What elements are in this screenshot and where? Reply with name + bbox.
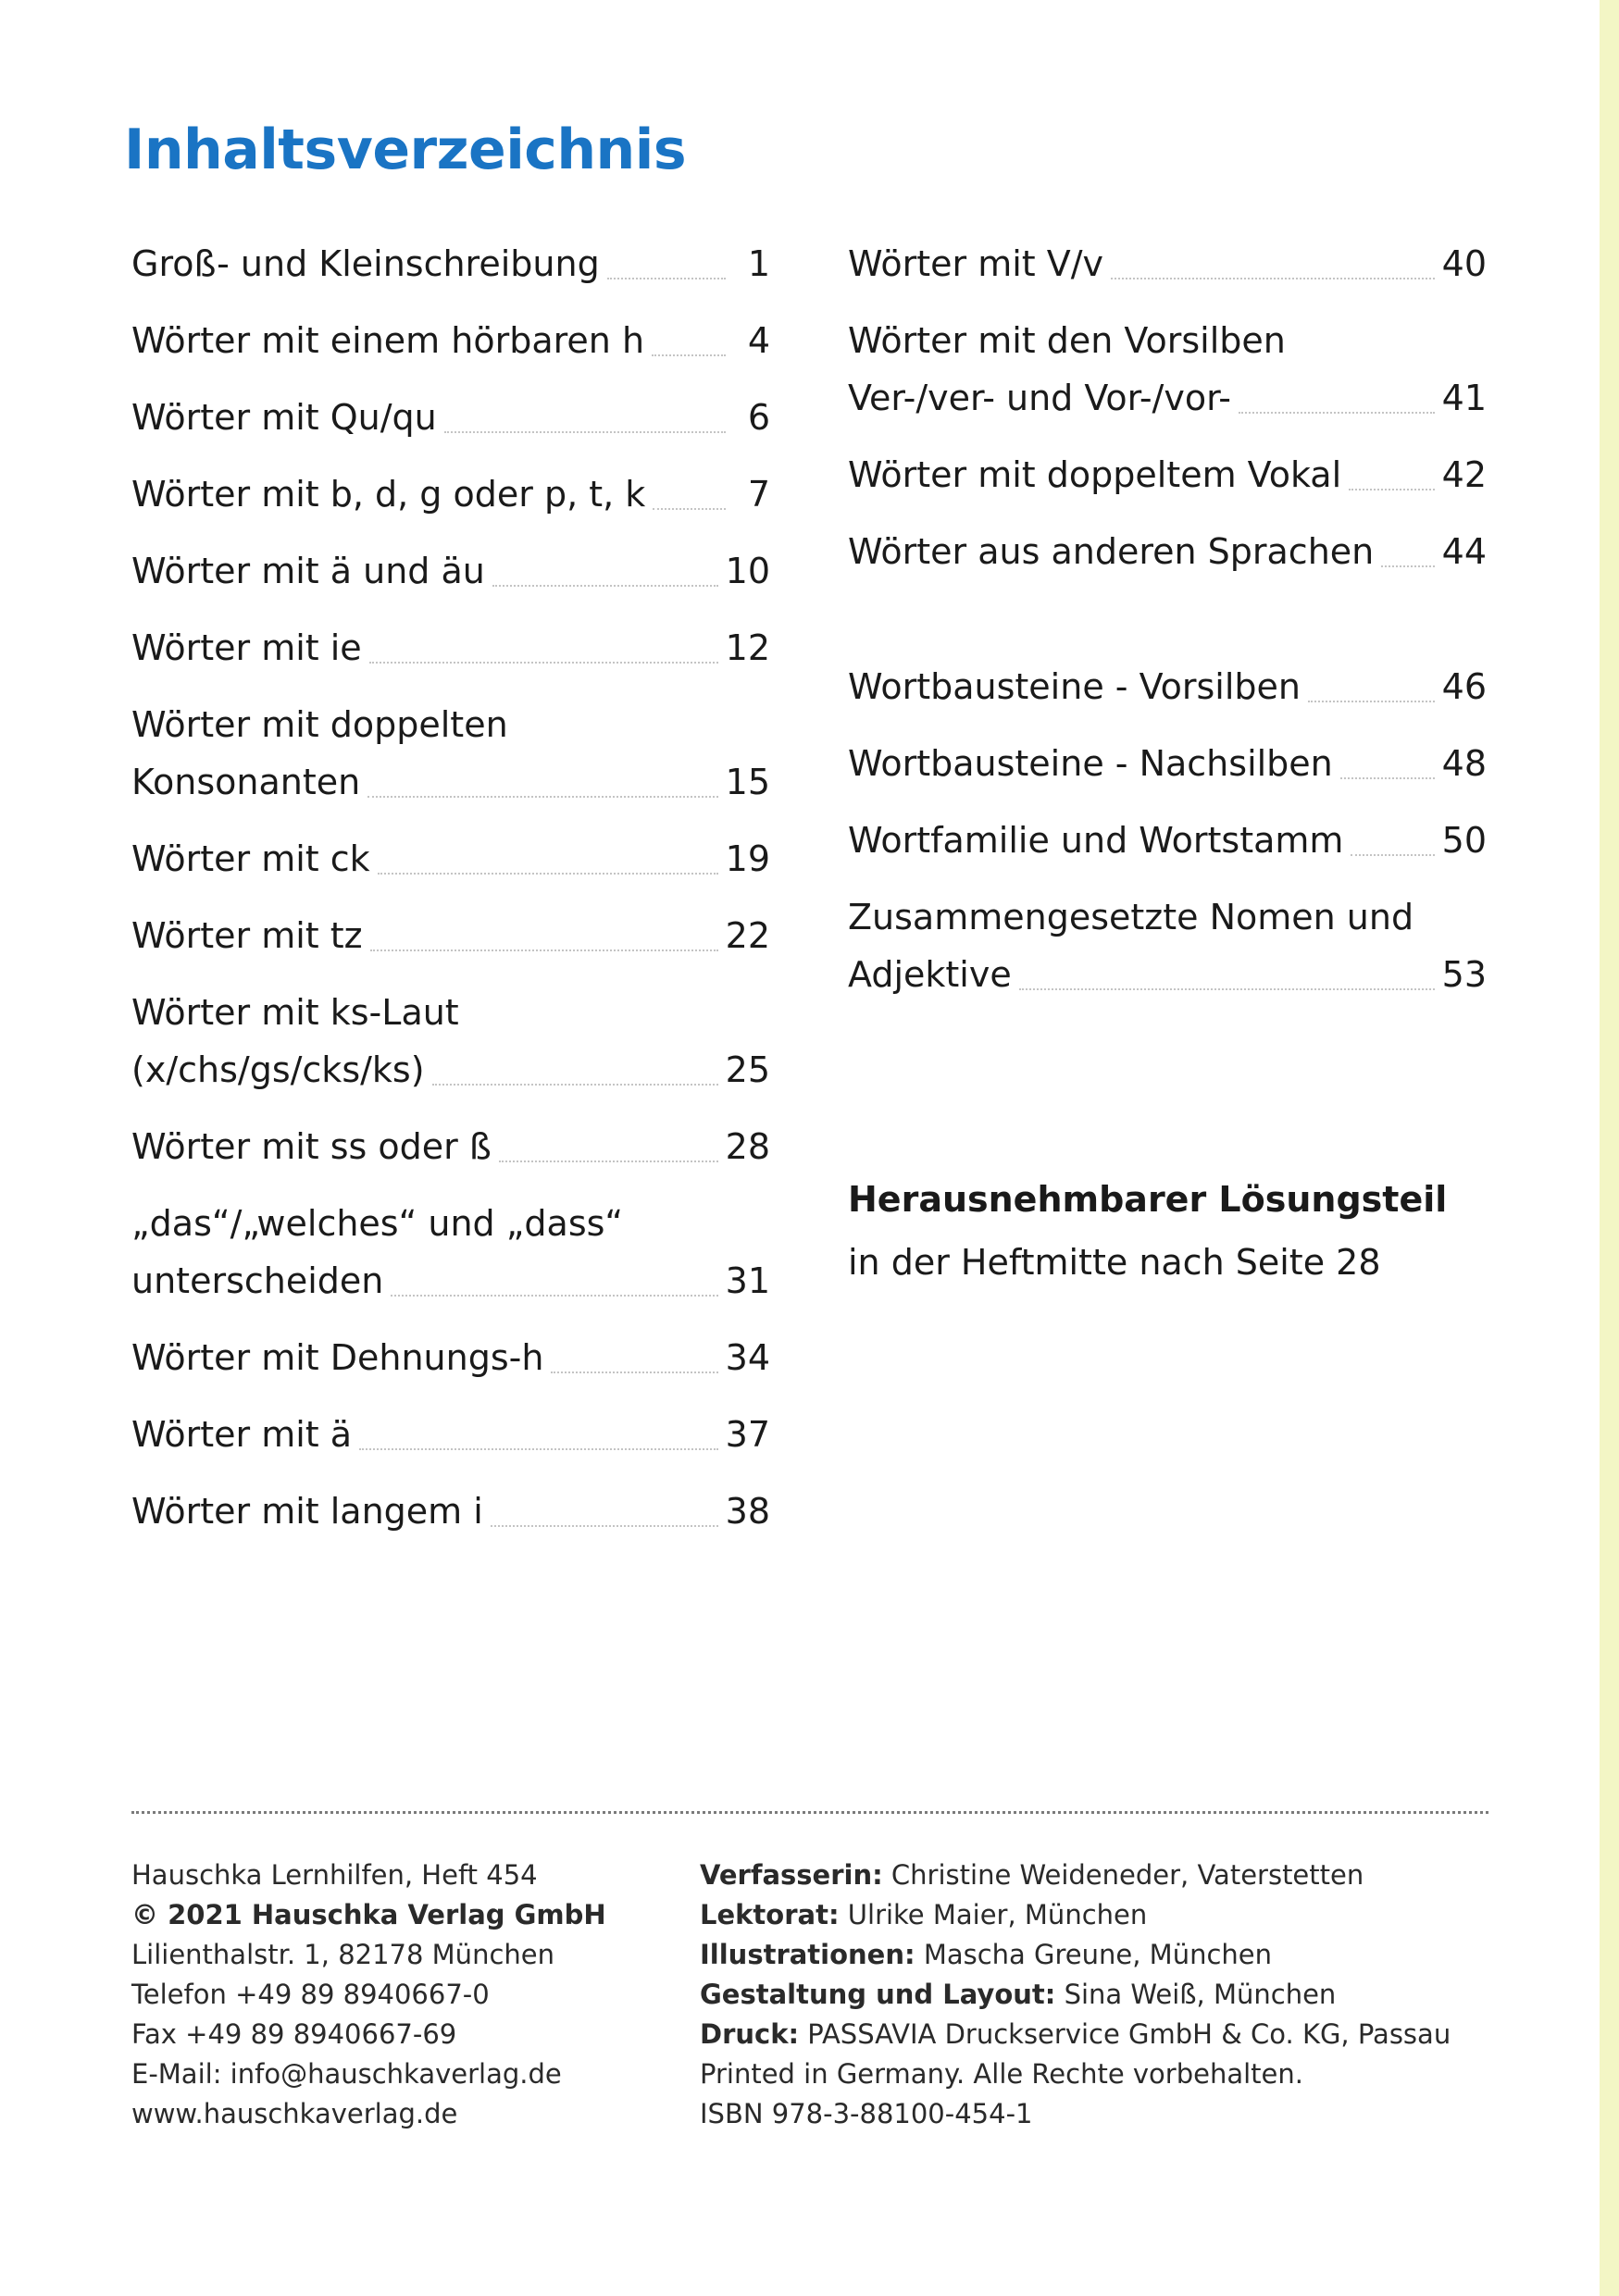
toc-entry <box>131 1406 770 1463</box>
toc-entry <box>848 735 1487 792</box>
toc-entry <box>131 696 770 811</box>
toc-entry <box>848 235 1487 292</box>
toc-entry-title-line: Zusammengesetzte Nomen und <box>848 897 1414 937</box>
dot-leader <box>607 278 726 279</box>
removable-solutions-heading: Herausnehmbarer Lösungsteil <box>848 1179 1448 1220</box>
dot-leader <box>1308 701 1435 702</box>
toc-entry <box>131 1483 770 1540</box>
credit-line <box>700 2054 1451 2094</box>
toc-entry-row <box>131 1118 770 1175</box>
credit-value: Ulrike Maier, München <box>839 1899 1148 1930</box>
toc-entry <box>131 984 770 1098</box>
page-edge-strip <box>1600 0 1619 2296</box>
toc-entry-title: Wörter mit Qu/qu <box>131 397 437 438</box>
credit-label: Druck: <box>700 2018 800 2050</box>
toc-column-left <box>131 235 770 1559</box>
toc-entry-title: Wörter mit ä <box>131 1414 353 1455</box>
dot-leader <box>1111 278 1435 279</box>
imprint-line: Telefon +49 89 8940667-0 <box>131 1979 490 2010</box>
toc-entry <box>131 542 770 600</box>
dot-leader <box>359 1448 718 1450</box>
toc-entry <box>131 1118 770 1175</box>
toc-page-number: 42 <box>1441 454 1487 495</box>
toc-entry <box>131 1329 770 1386</box>
toc-page-number: 46 <box>1441 666 1487 707</box>
toc-entry-row <box>131 1406 770 1463</box>
imprint-credits <box>700 1855 1451 2134</box>
dot-leader <box>444 431 726 433</box>
credit-line <box>700 1935 1451 1975</box>
toc-entry-title: Wörter mit V/v <box>848 243 1104 284</box>
toc-entry <box>131 235 770 292</box>
credit-value: Mascha Greune, München <box>915 1939 1273 1970</box>
imprint-publisher <box>131 1855 606 2134</box>
toc-entry-row <box>131 1041 770 1098</box>
imprint-line: © 2021 Hauschka Verlag GmbH <box>131 1899 606 1930</box>
toc-column-right <box>848 235 1487 1023</box>
toc-page-number: 41 <box>1441 378 1487 418</box>
dot-leader <box>391 1295 717 1297</box>
toc-entry-row <box>131 235 770 292</box>
credit-line <box>700 1855 1451 1895</box>
toc-entry <box>848 446 1487 503</box>
credit-value: Christine Weideneder, Vaterstetten <box>882 1859 1364 1891</box>
toc-page-number: 22 <box>725 915 770 956</box>
imprint-line: Lilienthalstr. 1, 82178 München <box>131 1939 554 1970</box>
dot-leader <box>652 354 726 356</box>
credit-line <box>700 2094 1451 2134</box>
toc-entry-title: Konsonanten <box>131 762 361 802</box>
toc-page-number: 34 <box>725 1337 770 1378</box>
toc-entry-title: Wörter mit ss oder ß <box>131 1126 492 1167</box>
imprint-line: www.hauschkaverlag.de <box>131 2098 458 2129</box>
dot-leader <box>551 1371 717 1373</box>
toc-entry-row <box>848 812 1487 869</box>
dotted-separator <box>131 1811 1488 1814</box>
toc-page-number: 48 <box>1441 743 1487 784</box>
dot-leader <box>491 1525 718 1527</box>
toc-entry-title-line: „das“/„welches“ und „dass“ <box>131 1203 624 1244</box>
removable-solutions-note <box>848 1168 1447 1294</box>
toc-page-number: 53 <box>1441 954 1487 995</box>
toc-entry-title: Wortbausteine - Vorsilben <box>848 666 1301 707</box>
toc-page-number: 10 <box>725 551 770 591</box>
toc-entry <box>131 312 770 369</box>
credit-line <box>700 1975 1451 2015</box>
toc-entry-title: Wörter mit ä und äu <box>131 551 485 591</box>
toc-page-number: 50 <box>1441 820 1487 861</box>
toc-entry <box>131 389 770 446</box>
toc-entry-row <box>848 369 1487 427</box>
toc-entry <box>131 830 770 887</box>
page-title: Inhaltsverzeichnis <box>124 118 687 182</box>
dot-leader <box>492 585 718 587</box>
dot-leader <box>370 949 718 951</box>
toc-entry-title: Adjektive <box>848 954 1012 995</box>
toc-entry-row <box>131 830 770 887</box>
dot-leader <box>369 662 718 664</box>
credit-label: Lektorat: <box>700 1899 840 1930</box>
toc-page-number: 19 <box>725 838 770 879</box>
toc-page-number: 25 <box>725 1049 770 1090</box>
dot-leader <box>1349 489 1434 490</box>
toc-page-number: 37 <box>725 1414 770 1455</box>
dot-leader <box>653 508 726 510</box>
toc-page-number: 44 <box>1441 531 1487 572</box>
toc-entry-row <box>131 1483 770 1540</box>
toc-entry-title: Wörter mit Dehnungs-h <box>131 1337 544 1378</box>
imprint-line: Hauschka Lernhilfen, Heft 454 <box>131 1859 538 1891</box>
credit-value: Printed in Germany. Alle Rechte vorbehalten. <box>700 2058 1303 2090</box>
toc-entry-title: Wörter mit ie <box>131 627 362 668</box>
dot-leader <box>1019 988 1435 990</box>
toc-entry <box>131 619 770 676</box>
toc-entry-title: Groß- und Kleinschreibung <box>131 243 600 284</box>
credit-label: Illustrationen: <box>700 1939 915 1970</box>
toc-entry-row <box>848 946 1487 1003</box>
toc-page-number: 12 <box>725 627 770 668</box>
toc-entry-row <box>848 658 1487 715</box>
toc-entry <box>848 812 1487 869</box>
dot-leader <box>432 1084 718 1086</box>
toc-entry-row <box>848 735 1487 792</box>
toc-entry-title-line: Wörter mit doppelten <box>131 704 508 745</box>
toc-page-number: 31 <box>725 1260 770 1301</box>
toc-entry-row <box>131 312 770 369</box>
dot-leader <box>367 796 717 798</box>
credit-line <box>700 2015 1451 2054</box>
dot-leader <box>1340 777 1435 779</box>
toc-entry <box>131 907 770 964</box>
toc-entry-row <box>131 619 770 676</box>
toc-entry-row <box>131 1329 770 1386</box>
toc-page-number: 1 <box>747 243 770 284</box>
credit-line <box>700 1895 1451 1935</box>
toc-entry <box>848 312 1487 427</box>
toc-page-number: 15 <box>725 762 770 802</box>
toc-entry-row <box>131 753 770 811</box>
toc-entry-title: (x/chs/gs/cks/ks) <box>131 1049 425 1090</box>
toc-entry <box>131 1195 770 1309</box>
credit-value: Sina Weiß, München <box>1055 1979 1337 2010</box>
toc-entry <box>131 465 770 523</box>
dot-leader <box>499 1160 718 1162</box>
toc-entry-title: Wörter mit langem i <box>131 1491 483 1532</box>
toc-entry-row <box>131 465 770 523</box>
toc-entry-title-line: Wörter mit den Vorsilben <box>848 320 1286 361</box>
imprint-line: E-Mail: info@hauschkaverlag.de <box>131 2058 562 2090</box>
toc-entry-title-line: Wörter mit ks-Laut <box>131 992 459 1033</box>
toc-entry-title: Wörter mit ck <box>131 838 370 879</box>
toc-entry-row <box>848 523 1487 580</box>
toc-entry-title: Wörter mit einem hörbaren h <box>131 320 645 361</box>
toc-entry-row <box>131 542 770 600</box>
toc-entry-title: unterscheiden <box>131 1260 384 1301</box>
toc-entry-row <box>848 235 1487 292</box>
toc-entry <box>848 658 1487 715</box>
credit-label: Verfasserin: <box>700 1859 883 1891</box>
toc-entry-row <box>848 446 1487 503</box>
toc-entry <box>848 523 1487 580</box>
toc-entry-title: Wörter aus anderen Sprachen <box>848 531 1375 572</box>
dot-leader <box>1351 854 1434 856</box>
toc-page-number: 6 <box>747 397 770 438</box>
removable-solutions-text: in der Heftmitte nach Seite 28 <box>848 1242 1381 1283</box>
toc-entry-row <box>131 389 770 446</box>
dot-leader <box>1381 565 1434 567</box>
dot-leader <box>378 873 718 875</box>
dot-leader <box>1239 412 1435 414</box>
credit-value: PASSAVIA Druckservice GmbH & Co. KG, Passau <box>799 2018 1451 2050</box>
toc-entry <box>848 888 1487 1003</box>
toc-page-number: 40 <box>1441 243 1487 284</box>
toc-entry-title: Wortbausteine - Nachsilben <box>848 743 1333 784</box>
imprint-line: Fax +49 89 8940667-69 <box>131 2018 457 2050</box>
credit-label: Gestaltung und Layout: <box>700 1979 1056 2010</box>
toc-page-number: 4 <box>747 320 770 361</box>
toc-entry-row <box>131 1252 770 1309</box>
toc-page-number: 28 <box>725 1126 770 1167</box>
toc-entry-title: Wörter mit b, d, g oder p, t, k <box>131 474 646 515</box>
credit-value: ISBN 978-3-88100-454-1 <box>700 2098 1033 2129</box>
toc-page-number: 38 <box>725 1491 770 1532</box>
toc-entry-title: Ver-/ver- und Vor-/vor- <box>848 378 1231 418</box>
toc-entry-title: Wörter mit doppeltem Vokal <box>848 454 1342 495</box>
toc-entry-title: Wortfamilie und Wortstamm <box>848 820 1344 861</box>
toc-entry-title: Wörter mit tz <box>131 915 363 956</box>
toc-entry-row <box>131 907 770 964</box>
toc-page-number: 7 <box>747 474 770 515</box>
